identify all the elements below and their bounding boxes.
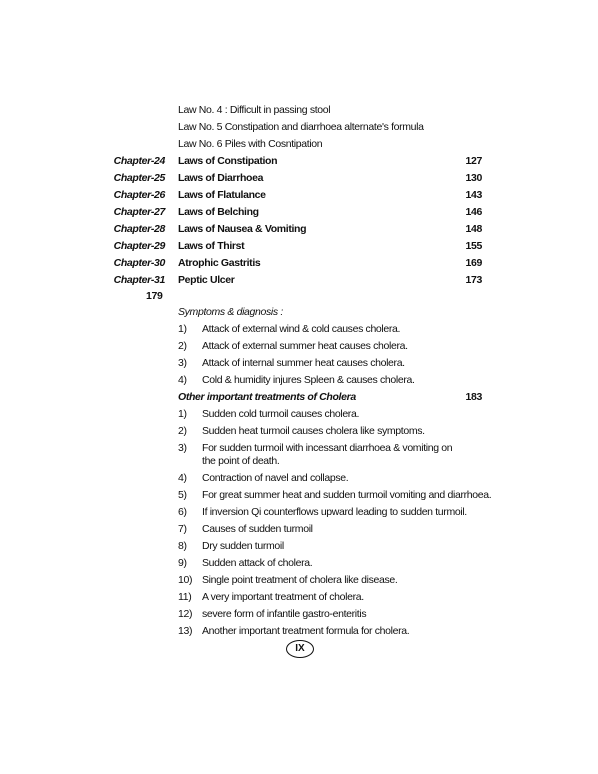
- law-line: Law No. 5 Constipation and diarrhoea alternate's formula: [178, 121, 424, 133]
- list-number: 8): [178, 540, 187, 552]
- footer-page-number: IX: [286, 640, 314, 658]
- list-number: 9): [178, 557, 187, 569]
- list-number: 11): [178, 591, 192, 603]
- law-line: Law No. 6 Piles with Cosntipation: [178, 138, 323, 150]
- list-item: Single point treatment of cholera like disease.: [202, 574, 398, 586]
- chapter-page: 146: [465, 206, 482, 218]
- other-treatments-page: 183: [465, 391, 482, 403]
- chapter-title: Peptic Ulcer: [178, 274, 235, 286]
- list-number: 3): [178, 357, 187, 369]
- list-item: Contraction of navel and collapse.: [202, 472, 349, 484]
- list-item: Cold & humidity injures Spleen & causes cholera.: [202, 374, 415, 386]
- list-number: 10): [178, 574, 193, 586]
- list-number: 1): [178, 323, 187, 335]
- list-number: 4): [178, 472, 187, 484]
- chapter-title: Laws of Nausea & Vomiting: [178, 223, 307, 235]
- chapter-label: Chapter-28: [113, 223, 165, 235]
- stray-page-number: 179: [146, 290, 163, 302]
- chapter-page: 155: [465, 240, 482, 252]
- chapter-label: Chapter-27: [113, 206, 165, 218]
- list-item: For sudden turmoil with incessant diarrhoea & vomiting on: [202, 442, 453, 454]
- list-item: A very important treatment of cholera.: [202, 591, 364, 603]
- list-item: Sudden heat turmoil causes cholera like symptoms.: [202, 425, 425, 437]
- list-number: 12): [178, 608, 193, 620]
- list-item: Dry sudden turmoil: [202, 540, 284, 552]
- chapter-label: Chapter-25: [113, 172, 165, 184]
- chapter-page: 130: [465, 172, 482, 184]
- chapter-label: Chapter-30: [113, 257, 165, 269]
- list-item: Attack of internal summer heat causes cholera.: [202, 357, 405, 369]
- chapter-title: Laws of Flatulance: [178, 189, 266, 201]
- list-item: Attack of external summer heat causes cholera.: [202, 340, 408, 352]
- list-number: 5): [178, 489, 187, 501]
- chapter-title: Laws of Diarrhoea: [178, 172, 264, 184]
- list-item: Attack of external wind & cold causes cholera.: [202, 323, 401, 335]
- law-line: Law No. 4 : Difficult in passing stool: [178, 104, 331, 116]
- list-item: severe form of infantile gastro-enteritis: [202, 608, 367, 620]
- list-number: 13): [178, 625, 193, 637]
- list-number: 2): [178, 425, 187, 437]
- chapter-page: 127: [465, 155, 482, 167]
- list-number: 6): [178, 506, 187, 518]
- chapter-title: Laws of Constipation: [178, 155, 278, 167]
- list-number: 3): [178, 442, 187, 454]
- chapter-label: Chapter-24: [113, 155, 165, 167]
- list-item: Another important treatment formula for cholera.: [202, 625, 410, 637]
- list-item: Sudden attack of cholera.: [202, 557, 313, 569]
- chapter-title: Laws of Belching: [178, 206, 259, 218]
- chapter-label: Chapter-31: [113, 274, 165, 286]
- chapter-page: 169: [465, 257, 482, 269]
- chapter-label: Chapter-26: [113, 189, 165, 201]
- other-treatments-heading: Other important treatments of Cholera: [178, 391, 356, 403]
- list-item: Sudden cold turmoil causes cholera.: [202, 408, 360, 420]
- list-number: 1): [178, 408, 187, 420]
- list-number: 7): [178, 523, 187, 535]
- chapter-page: 148: [465, 223, 482, 235]
- list-item: For great summer heat and sudden turmoil vomiting and diarrhoea.: [202, 489, 492, 501]
- list-item: Causes of sudden turmoil: [202, 523, 313, 535]
- chapter-label: Chapter-29: [113, 240, 165, 252]
- list-number: 4): [178, 374, 187, 386]
- chapter-page: 173: [465, 274, 482, 286]
- chapter-page: 143: [465, 189, 482, 201]
- symptoms-heading: Symptoms & diagnosis :: [178, 306, 283, 318]
- chapter-title: Laws of Thirst: [178, 240, 245, 252]
- list-number: 2): [178, 340, 187, 352]
- chapter-title: Atrophic Gastritis: [178, 257, 261, 269]
- list-item-continuation: the point of death.: [202, 455, 280, 467]
- list-item: If inversion Qi counterflows upward leading to sudden turmoil.: [202, 506, 467, 518]
